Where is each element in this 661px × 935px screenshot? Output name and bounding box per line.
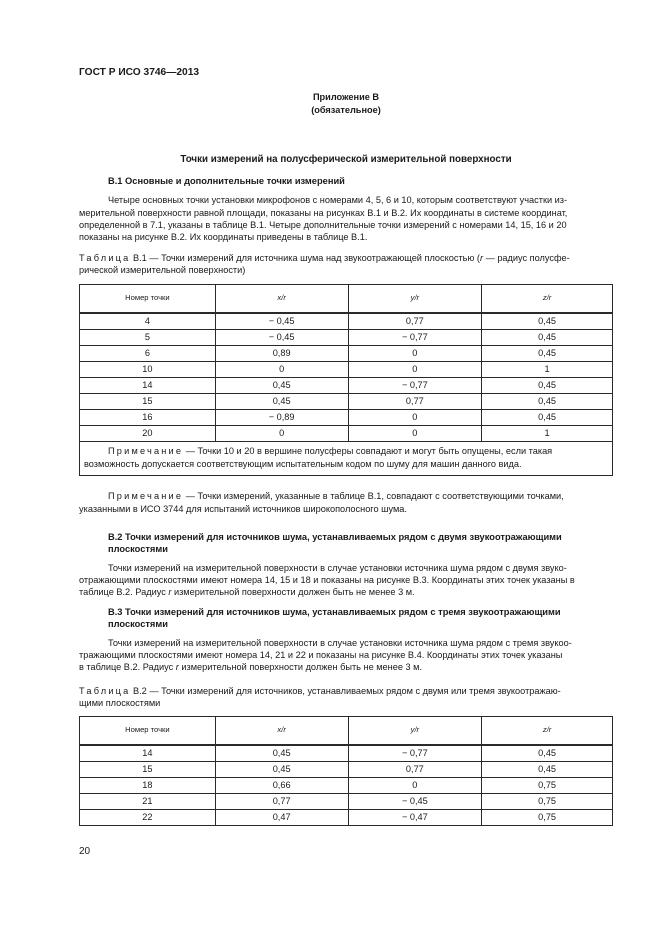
table1 <box>79 284 613 476</box>
table-cell: 0,45 <box>215 394 348 410</box>
table-cell: 0,45 <box>482 410 613 426</box>
table-cell: 0 <box>348 346 482 362</box>
table-cell: 22 <box>80 810 216 826</box>
table-cell: − 0,47 <box>348 810 482 826</box>
table-cell: 18 <box>80 778 216 794</box>
section-b2-line-3-a: таблице В.2. Радиус <box>79 587 169 597</box>
table-cell: 0 <box>348 778 482 794</box>
table-cell: 20 <box>80 426 216 442</box>
table-cell: 0,47 <box>215 810 348 826</box>
table2 <box>79 716 613 826</box>
section-b3-line-2: тражающими плоскостями имеют номера 14, 21 и 22 и показаны на рисунке В.4. Координаты этих точек указаны <box>79 650 563 660</box>
table-row <box>80 745 613 762</box>
table1-caption <box>79 252 570 265</box>
table1-caption-label: Таблица <box>79 253 131 263</box>
section-b3-line-1: Точки измерений на измерительной поверхности в случае установки источника шума рядом с тремя звукоо- <box>108 638 572 648</box>
table-cell: − 0,45 <box>348 794 482 810</box>
table-cell: 0,66 <box>215 778 348 794</box>
section-b1-line-1: Четыре основных точки установки микрофонов с номерами 4, 5, 6 и 10, которым соответствуют участки из- <box>108 195 568 205</box>
section-b1-line-2: мерительной поверхности равной площади, показаны на рисунках В.1 и В.2. Их координаты в системе координат, <box>79 208 568 218</box>
table-cell: 0,75 <box>482 794 613 810</box>
table1-header-x: x/r <box>215 285 348 314</box>
table-cell: 15 <box>80 394 216 410</box>
section-b3-heading-line-2: плоскостями <box>108 619 168 629</box>
table-cell: 10 <box>80 362 216 378</box>
table-cell: 1 <box>482 426 613 442</box>
section-b2-line-1: Точки измерений на измерительной поверхности в случае установки источника шума рядом с двумя звуко- <box>108 563 567 573</box>
table1-note-text: — Точки 10 и 20 в вершине полусферы совпадают и могут быть опущены, если такая <box>183 446 553 456</box>
table-cell: 0,75 <box>482 778 613 794</box>
table-cell: 0,45 <box>482 394 613 410</box>
section-b3-line-3 <box>79 661 422 674</box>
table-cell: − 0,77 <box>348 378 482 394</box>
table-cell: 0,45 <box>482 378 613 394</box>
section-b1-heading: В.1 Основные и дополнительные точки измерений <box>108 176 345 186</box>
table-cell: 0,45 <box>482 330 613 346</box>
section-b1-line-3: определенной в 7.1, указаны в таблице В.1. Четыре дополнительные точки измерений с номерами 14, 15, 16 и 20 <box>79 220 567 230</box>
table-cell: 0,45 <box>215 378 348 394</box>
table-cell: 0,77 <box>215 794 348 810</box>
table-cell: 5 <box>80 330 216 346</box>
table-cell: 0,45 <box>215 762 348 778</box>
table-row <box>80 313 613 330</box>
table2-caption-label: Таблица <box>79 686 131 696</box>
table-row <box>80 778 613 794</box>
table2-header-y: y/r <box>348 717 482 746</box>
table2-header-row <box>80 717 613 746</box>
table-cell: − 0,45 <box>215 313 348 330</box>
table-cell: 0 <box>348 362 482 378</box>
table-cell: 0,45 <box>215 745 348 762</box>
table1-header-point: Номер точки <box>80 285 216 314</box>
appendix-title: Приложение В <box>312 92 380 102</box>
page-number: 20 <box>79 846 91 857</box>
appendix-subtitle: (обязательное) <box>311 105 381 115</box>
table-row <box>80 810 613 826</box>
table2-caption-line-2: щими плоскостями <box>79 698 161 708</box>
table-cell: 15 <box>80 762 216 778</box>
section-b3-heading: В.3 Точки измерений для источников шума, устанавливаемых рядом с тремя звукоотражающими <box>108 607 561 617</box>
section-b2-line-3-r: r <box>168 587 172 597</box>
table-cell: 4 <box>80 313 216 330</box>
table1-note-label: Примечание <box>108 446 184 456</box>
main-title: Точки измерений на полусферической измерительной поверхности <box>180 154 512 165</box>
table-row <box>80 394 613 410</box>
section-b3-line-3-b: измерительной поверхности должен быть не менее 3 м. <box>178 662 423 672</box>
table1-caption-text-end: — радиус полусфе- <box>483 253 570 263</box>
table-row <box>80 410 613 426</box>
table1-note <box>80 442 613 476</box>
table-cell: − 0,77 <box>348 745 482 762</box>
note-label: Примечание <box>108 491 184 501</box>
table-cell: 14 <box>80 745 216 762</box>
table-cell: 0,77 <box>348 762 482 778</box>
table-cell: 0,77 <box>348 313 482 330</box>
section-b3-line-3-r: r <box>175 662 179 672</box>
document-code: ГОСТ Р ИСО 3746—2013 <box>79 67 200 78</box>
table-row <box>80 362 613 378</box>
note-text: — Точки измерений, указанные в таблице В.1, совпадают с соответствующими точками, <box>183 491 564 501</box>
section-b2-heading-line-2: плоскостями <box>108 544 168 554</box>
section-b3-line-3-a: в таблице В.2. Радиус <box>79 662 176 672</box>
table-cell: 21 <box>80 794 216 810</box>
table-cell: 0,75 <box>482 810 613 826</box>
table-cell: 0,77 <box>348 394 482 410</box>
table-cell: 0 <box>215 426 348 442</box>
table2-caption-text: В.2 — Точки измерений для источников, устанавливаемых рядом с двумя или тремя звукоотражаю- <box>130 686 561 696</box>
table-cell: 0,45 <box>482 346 613 362</box>
table-cell: 0 <box>348 426 482 442</box>
table-cell: 14 <box>80 378 216 394</box>
table-row <box>80 426 613 442</box>
table-cell: 0,45 <box>482 313 613 330</box>
table1-header-z: z/r <box>482 285 613 314</box>
table-cell: − 0,89 <box>215 410 348 426</box>
table1-note-row <box>80 442 613 476</box>
table-cell: − 0,45 <box>215 330 348 346</box>
section-b1-line-4: показаны на рисунке В.2. Их координаты приведены в таблице В.1. <box>79 232 368 242</box>
section-b2-line-3-b: измерительной поверхности должен быть не менее 3 м. <box>171 587 415 597</box>
table1-note-text-2: возможность допускается соответствующим испытательным кодом по шуму для машин данного вида. <box>84 458 522 469</box>
table-cell: 0,45 <box>482 745 613 762</box>
table-cell: 0 <box>215 362 348 378</box>
table-cell: 0,45 <box>482 762 613 778</box>
table1-caption-text: В.1 — Точки измерений для источника шума над звукоотражающей плоскостью ( <box>130 253 480 263</box>
table2-header-x: x/r <box>215 717 348 746</box>
table-row <box>80 346 613 362</box>
table-row <box>80 378 613 394</box>
table2-caption <box>79 685 561 698</box>
table-cell: − 0,77 <box>348 330 482 346</box>
note-after-table1-line-2: указанными в ИСО 3744 для испытаний источников широкополосного шума. <box>79 504 407 514</box>
table-cell: 16 <box>80 410 216 426</box>
table-row <box>80 762 613 778</box>
table2-header-z: z/r <box>482 717 613 746</box>
table-cell: 0 <box>348 410 482 426</box>
table1-header-y: y/r <box>348 285 482 314</box>
table-row <box>80 330 613 346</box>
table-row <box>80 794 613 810</box>
section-b2-heading: В.2 Точки измерений для источников шума, устанавливаемых рядом с двумя звукоотражающими <box>108 532 562 542</box>
section-b2-line-2: отражающими плоскостями имеют номера 14, 15 и 18 и показаны на рисунке В.3. Координаты этих точек указаны в <box>79 575 575 585</box>
table1-caption-line-2: рической измерительной поверхности) <box>79 265 246 275</box>
note-after-table1 <box>108 490 564 503</box>
table2-header-point: Номер точки <box>80 717 216 746</box>
section-b2-line-3 <box>79 586 415 599</box>
table1-caption-r: r <box>479 253 484 263</box>
table-cell: 1 <box>482 362 613 378</box>
table-cell: 6 <box>80 346 216 362</box>
table-cell: 0,89 <box>215 346 348 362</box>
table1-header-row <box>80 285 613 314</box>
